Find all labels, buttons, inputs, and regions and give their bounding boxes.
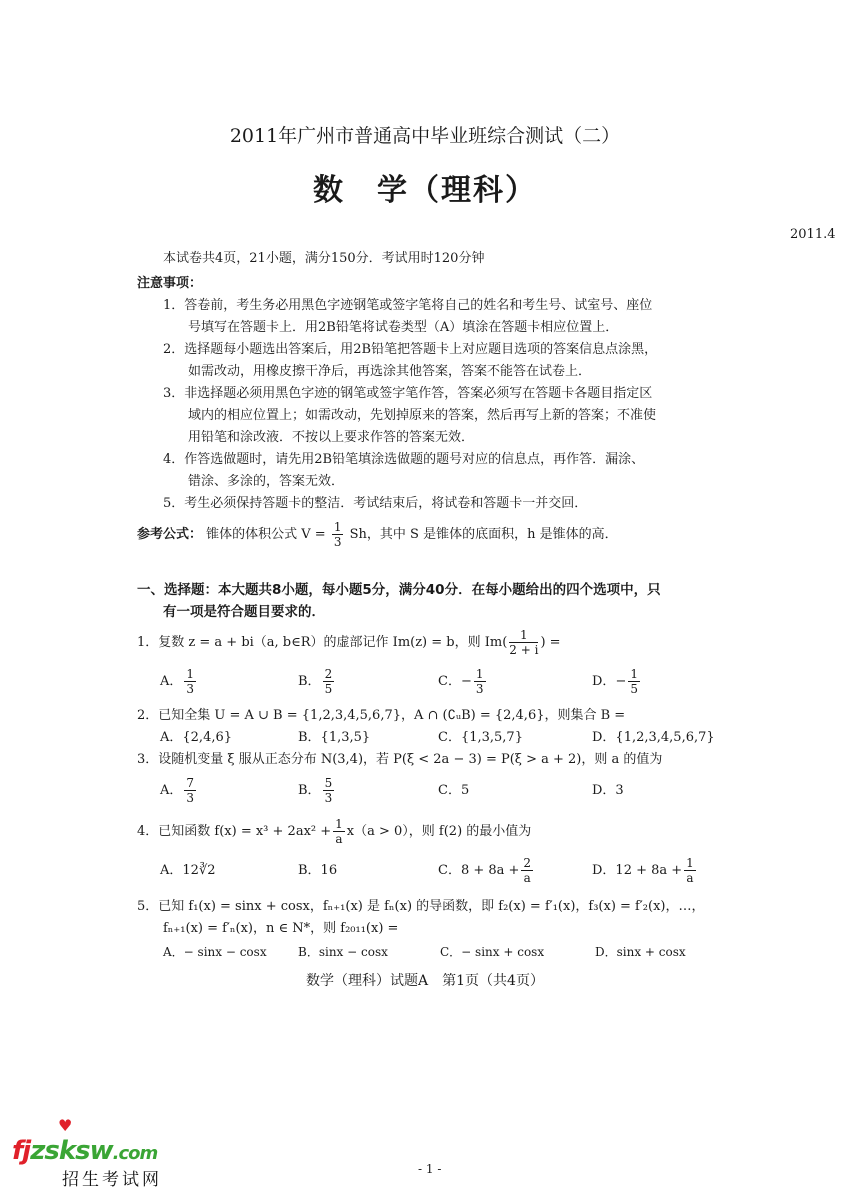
logo-brand-tld: .com <box>112 1143 158 1164</box>
q3-option-b <box>298 776 336 805</box>
logo-subtitle: 招生考试网 <box>62 1170 162 1190</box>
option-label: C．8 + 8a + <box>438 863 520 878</box>
notice-item-3: 3．非选择题必须用黑色字迹的钢笔或签字笔作答，答案必须写在答题卡各题目指定区 <box>163 386 653 401</box>
notice-item-3-cont: 域内的相应位置上；如需改动，先划掉原来的答案，然后再写上新的答案；不准使 <box>188 408 657 423</box>
denominator: a <box>686 871 694 885</box>
section1-heading: 一、选择题：本大题共8小题，每小题5分，满分40分．在每小题给出的四个选项中，只 <box>137 582 661 598</box>
reference-formula <box>137 520 618 549</box>
q5-option-a: A．− sinx − cosx <box>163 945 267 959</box>
q4-option-b: B．16 <box>298 863 338 878</box>
denominator: 3 <box>475 682 484 696</box>
question-5-cont: fₙ₊₁(x) = f′ₙ(x)，n ∈ N*，则 f₂₀₁₁(x) = <box>163 921 399 936</box>
q1-option-b <box>298 667 336 696</box>
option-label: A． <box>160 783 183 798</box>
option-label: B． <box>298 674 321 689</box>
logo-brand <box>12 1136 157 1166</box>
option-label: B． <box>298 783 321 798</box>
q3-option-c: C．5 <box>438 783 470 798</box>
denominator: 3 <box>324 791 333 805</box>
numerator: 1 <box>630 667 638 681</box>
formula-fraction <box>332 520 344 549</box>
exam-title: 2011年广州市普通高中毕业班综合测试（二） <box>229 125 621 147</box>
denominator: 3 <box>186 682 195 696</box>
question-3: 3．设随机变量 ξ 服从正态分布 N(3,4)，若 P(ξ < 2a − 3) = P(ξ > a + 2)，则 a 的值为 <box>137 752 663 767</box>
q1-option-d <box>592 667 642 696</box>
q2-option-b: B．{1,3,5} <box>298 730 371 745</box>
logo-brand-rest: zsksw <box>30 1136 113 1166</box>
page-footer: 数学（理科）试题A 第1页（共4页） <box>306 973 544 989</box>
page-number: - 1 - <box>418 1162 442 1176</box>
question-text-end: ) = <box>540 635 561 650</box>
fraction <box>184 776 196 805</box>
question-5: 5．已知 f₁(x) = sinx + cosx，fₙ₊₁(x) 是 fₙ(x) 的导函数，即 f₂(x) = f′₁(x)，f₃(x) = f′₂(x)，…， <box>137 899 705 914</box>
denominator: 3 <box>186 791 195 805</box>
q5-option-c: C．− sinx + cosx <box>440 945 545 959</box>
formula-post: Sh，其中 S 是锥体的底面积，h 是锥体的高． <box>349 527 618 542</box>
denominator: a <box>335 832 343 846</box>
numerator: 5 <box>324 776 333 790</box>
option-label: D．12 + 8a + <box>592 863 683 878</box>
numerator: 1 <box>186 667 195 681</box>
notice-item-1-cont: 号填写在答题卡上．用2B铅笔将试卷类型（A）填涂在答题卡相应位置上． <box>188 320 619 335</box>
question-2: 2．已知全集 U = A ∪ B = {1,2,3,4,5,6,7}，A ∩ (∁ᵤB) = {2,4,6}，则集合 B = <box>137 708 626 723</box>
q3-option-d: D．3 <box>592 783 624 798</box>
numerator: 1 <box>333 520 342 534</box>
sign: − <box>615 674 627 689</box>
notice-item-4: 4．作答选做题时，请先用2B铅笔填涂选做题的题号对应的信息点，再作答．漏涂、 <box>163 452 645 467</box>
numerator: 2 <box>523 856 532 870</box>
option-label: C． <box>438 674 461 689</box>
q2-option-c: C．{1,3,5,7} <box>438 730 523 745</box>
q4-option-d <box>592 856 698 885</box>
watermark-logo <box>12 1116 162 1191</box>
notice-item-1: 1．答卷前，考生务必用黑色字迹钢笔或签字笔将自己的姓名和考生号、试室号、座位 <box>163 298 653 313</box>
notice-item-4-cont: 错涂、多涂的，答案无效． <box>188 474 345 489</box>
notice-item-5: 5．考生必须保持答题卡的整洁．考试结束后，将试卷和答题卡一并交回． <box>163 496 588 511</box>
heart-icon: ♥ <box>58 1116 73 1135</box>
logo-brand-f: fj <box>12 1136 31 1166</box>
q2-option-d: D．{1,2,3,4,5,6,7} <box>592 730 715 745</box>
notice-item-2-cont: 如需改动，用橡皮擦干净后，再选涂其他答案，答案不能答在试卷上． <box>188 364 592 379</box>
fraction <box>509 628 538 657</box>
denominator: 2 + i <box>509 643 539 657</box>
denominator: a <box>523 871 531 885</box>
sign: − <box>460 674 472 689</box>
fraction <box>684 856 696 885</box>
fraction <box>521 856 533 885</box>
question-text: 1．复数 z = a + bi（a, b∈R）的虚部记作 Im(z) = b，则 Im( <box>137 635 508 650</box>
question-1 <box>137 628 561 657</box>
denominator: 5 <box>324 682 333 696</box>
question-4 <box>137 817 531 846</box>
q3-option-a <box>160 776 198 805</box>
numerator: 7 <box>186 776 195 790</box>
exam-date: 2011.4 <box>790 227 836 242</box>
q5-option-b: B．sinx − cosx <box>298 945 388 959</box>
notice-item-3-cont2: 用铅笔和涂改液．不按以上要求作答的答案无效． <box>188 430 475 445</box>
question-text-end: x（a > 0），则 f(2) 的最小值为 <box>346 824 532 839</box>
question-text: 4．已知函数 f(x) = x³ + 2ax² + <box>137 824 332 839</box>
q4-option-c <box>438 856 535 885</box>
fraction <box>323 776 335 805</box>
option-label: A． <box>160 674 183 689</box>
section1-heading-cont: 有一项是符合题目要求的． <box>163 604 325 620</box>
numerator: 1 <box>475 667 484 681</box>
q1-option-a <box>160 667 198 696</box>
numerator: 1 <box>509 628 538 643</box>
fraction <box>184 667 196 696</box>
fraction <box>474 667 486 696</box>
formula-pre: 锥体的体积公式 V = <box>206 527 326 542</box>
option-label: D． <box>592 674 616 689</box>
fraction <box>333 817 345 846</box>
subject-title: 数 学（理科） <box>313 173 537 208</box>
denominator: 5 <box>630 682 638 696</box>
q4-option-a: A．12∛2 <box>160 863 216 878</box>
formula-label: 参考公式： <box>137 527 203 542</box>
fraction <box>323 667 335 696</box>
q5-option-d: D．sinx + cosx <box>595 945 686 959</box>
numerator: 1 <box>335 817 343 831</box>
numerator: 1 <box>686 856 694 870</box>
numerator: 2 <box>324 667 333 681</box>
notice-heading: 注意事项： <box>137 276 203 291</box>
exam-intro: 本试卷共4页，21小题，满分150分．考试用时120分钟 <box>163 251 485 266</box>
fraction <box>628 667 640 696</box>
q2-option-a: A．{2,4,6} <box>160 730 233 745</box>
q1-option-c <box>438 667 488 696</box>
denominator: 3 <box>333 535 342 549</box>
notice-item-2: 2．选择题每小题选出答案后，用2B铅笔把答题卡上对应题目选项的答案信息点涂黑， <box>163 342 658 357</box>
